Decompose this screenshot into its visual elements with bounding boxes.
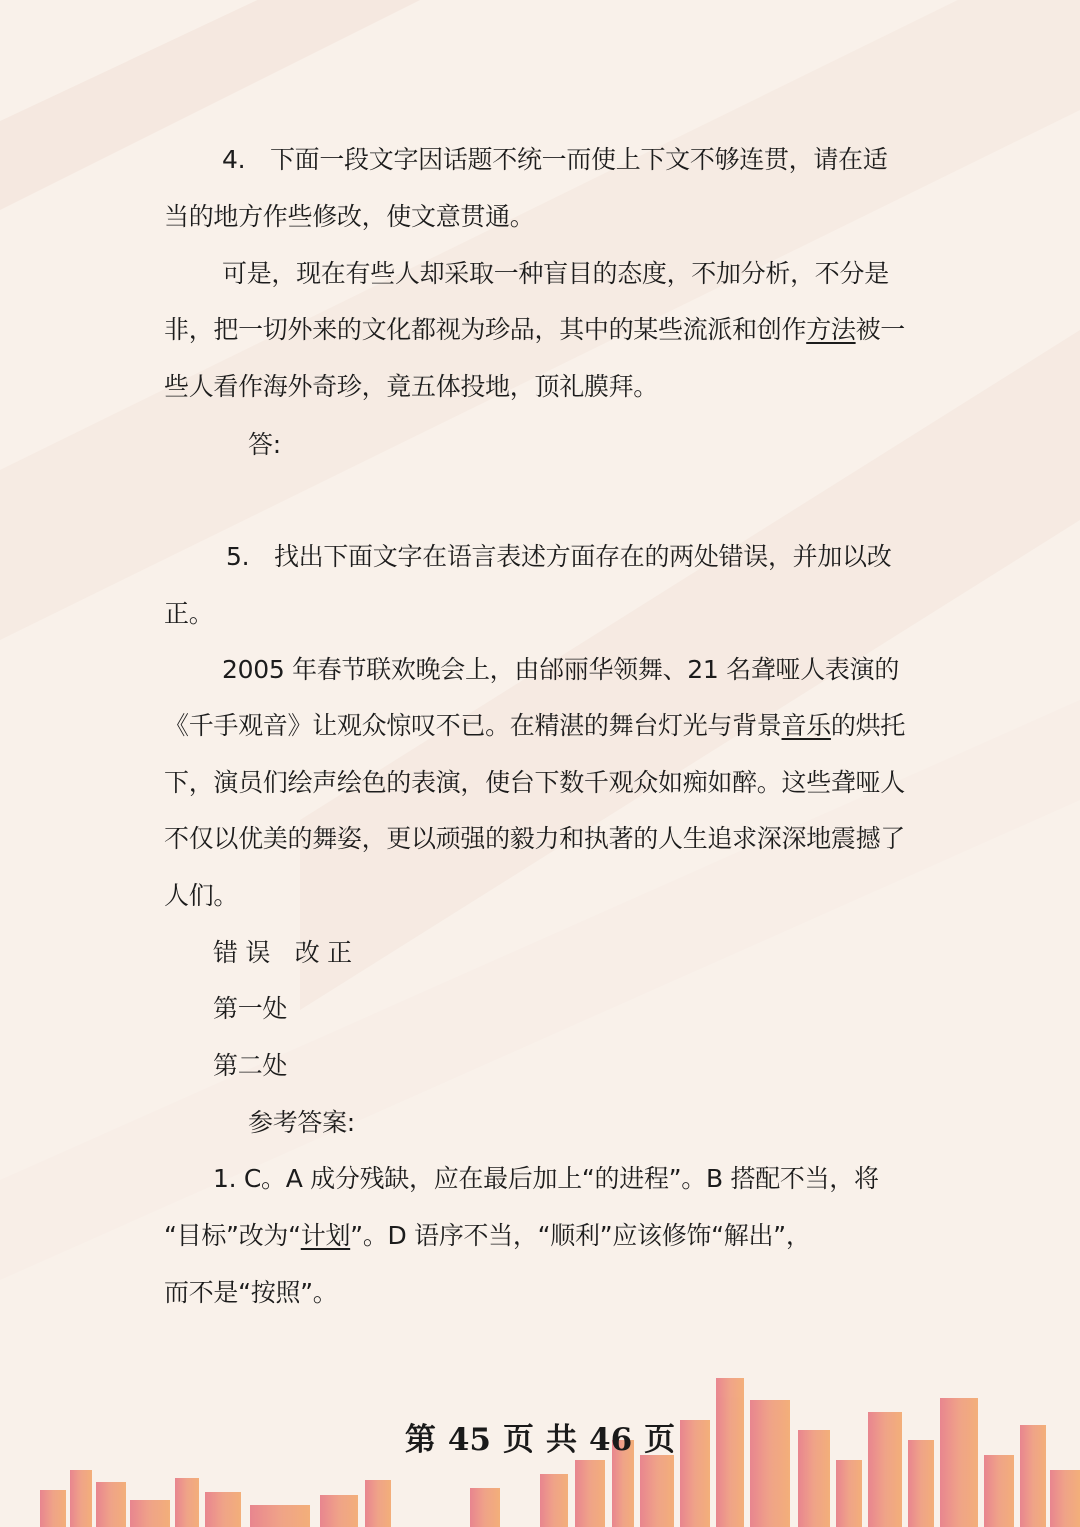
footer-ye: 页 — [644, 1422, 676, 1458]
answer-text: “目标”改为“ — [164, 1221, 301, 1250]
underlined-word: 音乐 — [781, 711, 831, 740]
underlined-word: 计划 — [300, 1221, 351, 1250]
answer-text: ”。D 语序不当，“顺利”应该修饰“解出”， — [350, 1221, 811, 1250]
question-5-prompt-line-1: 5. 找出下面文字在语言表述方面存在的两处错误，并加以改 — [226, 542, 892, 571]
question-4-passage-line-2 — [164, 313, 924, 347]
answer-1-line-1: 1. C。A 成分残缺，应在最后加上“的进程”。B 搭配不当，将 — [213, 1164, 879, 1193]
page-number-footer — [0, 1420, 1080, 1460]
question-5-passage-line-1: 2005 年春节联欢晚会上，由邰丽华领舞、21 名聋哑人表演的 — [222, 655, 900, 684]
current-page-number: 45 — [447, 1422, 491, 1458]
footer-ye: 页 — [503, 1422, 534, 1458]
underlined-word: 方法 — [806, 315, 856, 344]
passage-text: 的烘托 — [830, 711, 906, 740]
total-page-count: 46 — [589, 1422, 633, 1458]
question-4-passage-line-3: 些人看作海外奇珍，竟五体投地，顶礼膜拜。 — [164, 372, 659, 401]
error-table-header: 错 误 改 正 — [213, 938, 352, 967]
answer-1-line-3: 而不是“按照”。 — [164, 1278, 338, 1307]
footer-gong: 共 — [546, 1422, 577, 1458]
question-4-prompt-line-2: 当的地方作些修改，使文意贯通。 — [164, 202, 535, 231]
answer-1-line-2 — [164, 1219, 924, 1253]
error-row-2: 第二处 — [213, 1051, 288, 1080]
question-4-passage-line-1: 可是，现在有些人却采取一种盲目的态度，不加分析，不分是 — [222, 259, 889, 288]
error-row-1: 第一处 — [213, 994, 288, 1023]
question-5-passage-line-5: 人们。 — [164, 881, 239, 910]
question-5-passage-line-4: 不仅以优美的舞姿，更以顽强的毅力和执著的人生追求深深地震撼了 — [164, 824, 906, 853]
question-5-passage-line-3: 下，演员们绘声绘色的表演，使台下数千观众如痴如醉。这些聋哑人 — [164, 768, 906, 797]
answer-label: 答: — [248, 430, 281, 459]
reference-answers-label: 参考答案: — [248, 1108, 355, 1137]
passage-text: 被一 — [855, 315, 906, 344]
question-5-prompt-line-2: 正。 — [164, 599, 214, 628]
footer-di: 第 — [404, 1422, 436, 1458]
passage-text: 非，把一切外来的文化都视为珍品，其中的某些流派和创作 — [164, 315, 807, 344]
question-4-prompt-line-1: 4. 下面一段文字因话题不统一而使上下文不够连贯，请在适 — [222, 145, 888, 174]
question-5-passage-line-2 — [164, 709, 924, 743]
passage-text: 《千手观音》让观众惊叹不已。在精湛的舞台灯光与背景 — [164, 711, 782, 740]
